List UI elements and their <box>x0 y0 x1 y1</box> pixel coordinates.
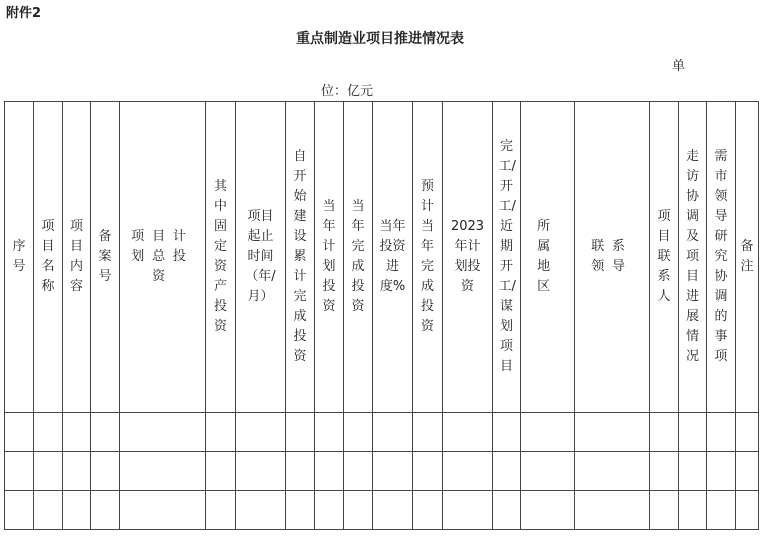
table-cell[interactable] <box>34 413 63 452</box>
table-cell[interactable] <box>236 491 286 530</box>
table-cell[interactable] <box>206 413 236 452</box>
col-header-leader-matters: 需市领导研究协调的事项 <box>707 102 736 413</box>
table-cell[interactable] <box>315 452 344 491</box>
table-cell[interactable] <box>521 491 575 530</box>
table-cell[interactable] <box>493 413 521 452</box>
col-header-remarks: 备注 <box>736 102 759 413</box>
table-cell[interactable] <box>120 452 206 491</box>
table-cell[interactable] <box>443 452 493 491</box>
table-cell[interactable] <box>63 413 91 452</box>
table-cell[interactable] <box>315 491 344 530</box>
table-cell[interactable] <box>344 491 373 530</box>
table-cell[interactable] <box>736 491 759 530</box>
table-cell[interactable] <box>493 491 521 530</box>
table-cell[interactable] <box>707 452 736 491</box>
table-cell[interactable] <box>413 413 443 452</box>
table-cell[interactable] <box>736 452 759 491</box>
table-cell[interactable] <box>521 413 575 452</box>
col-header-project-status: 完工/开工/近期开工/谋划项目 <box>493 102 521 413</box>
table-cell[interactable] <box>575 452 650 491</box>
col-header-annual-completed-investment: 当年完成投资 <box>344 102 373 413</box>
table-cell[interactable] <box>521 452 575 491</box>
table-cell[interactable] <box>413 491 443 530</box>
table-cell[interactable] <box>707 413 736 452</box>
table-cell[interactable] <box>650 413 679 452</box>
table-cell[interactable] <box>679 491 707 530</box>
table-row <box>5 452 759 491</box>
table-cell[interactable] <box>63 491 91 530</box>
table-cell[interactable] <box>736 413 759 452</box>
unit-label-part2: 位：亿元 <box>321 84 374 99</box>
col-header-fixed-asset-investment: 其中固定资产投资 <box>206 102 236 413</box>
table-cell[interactable] <box>63 452 91 491</box>
table-cell[interactable] <box>286 452 315 491</box>
table-cell[interactable] <box>236 452 286 491</box>
table-cell[interactable] <box>286 413 315 452</box>
col-header-expected-annual-completion: 预计当年完成投资 <box>413 102 443 413</box>
col-header-project-content: 项目内容 <box>63 102 91 413</box>
table-cell[interactable] <box>679 413 707 452</box>
table-cell[interactable] <box>344 413 373 452</box>
table-cell[interactable] <box>120 491 206 530</box>
table-cell[interactable] <box>373 413 413 452</box>
table-cell[interactable] <box>34 452 63 491</box>
table-cell[interactable] <box>575 491 650 530</box>
table-header-row <box>5 102 759 413</box>
col-header-project-name: 项目名称 <box>34 102 63 413</box>
table-cell[interactable] <box>5 413 34 452</box>
table-cell[interactable] <box>315 413 344 452</box>
col-header-contact-leader: 联系领导 <box>575 102 650 413</box>
project-table <box>4 101 759 530</box>
col-header-project-contact: 项目联系人 <box>650 102 679 413</box>
table-row <box>5 491 759 530</box>
table-title: 重点制造业项目推进情况表 <box>296 31 464 47</box>
table-cell[interactable] <box>650 491 679 530</box>
table-cell[interactable] <box>120 413 206 452</box>
col-header-index: 序号 <box>5 102 34 413</box>
col-header-region: 所属地区 <box>521 102 575 413</box>
table-cell[interactable] <box>373 452 413 491</box>
table-cell[interactable] <box>679 452 707 491</box>
table-cell[interactable] <box>206 452 236 491</box>
table-cell[interactable] <box>91 452 120 491</box>
table-cell[interactable] <box>206 491 236 530</box>
table-cell[interactable] <box>413 452 443 491</box>
col-header-record-number: 备案号 <box>91 102 120 413</box>
col-header-annual-progress: 当年投资进度% <box>373 102 413 413</box>
table-row <box>5 413 759 452</box>
col-header-start-end-time: 项目起止时间（年/月） <box>236 102 286 413</box>
table-cell[interactable] <box>34 491 63 530</box>
table-cell[interactable] <box>236 413 286 452</box>
col-header-cumulative-investment: 自开始建设累计完成投资 <box>286 102 315 413</box>
table-cell[interactable] <box>373 491 413 530</box>
table-cell[interactable] <box>443 491 493 530</box>
col-header-visit-coordination: 走访协调及项目进展情况 <box>679 102 707 413</box>
table-cell[interactable] <box>5 491 34 530</box>
col-header-planned-total-investment: 项目计划总投资 <box>120 102 206 413</box>
col-header-annual-planned-investment: 当年计划投资 <box>315 102 344 413</box>
table-cell[interactable] <box>707 491 736 530</box>
attachment-label: 附件2 <box>6 6 42 21</box>
unit-label-part1: 单 <box>672 59 686 74</box>
table-cell[interactable] <box>344 452 373 491</box>
col-header-2023-planned-investment: 2023年计划投资 <box>443 102 493 413</box>
table-cell[interactable] <box>5 452 34 491</box>
table-cell[interactable] <box>493 452 521 491</box>
table-cell[interactable] <box>575 413 650 452</box>
table-cell[interactable] <box>443 413 493 452</box>
table-cell[interactable] <box>650 452 679 491</box>
table-cell[interactable] <box>91 413 120 452</box>
table-cell[interactable] <box>91 491 120 530</box>
table-cell[interactable] <box>286 491 315 530</box>
